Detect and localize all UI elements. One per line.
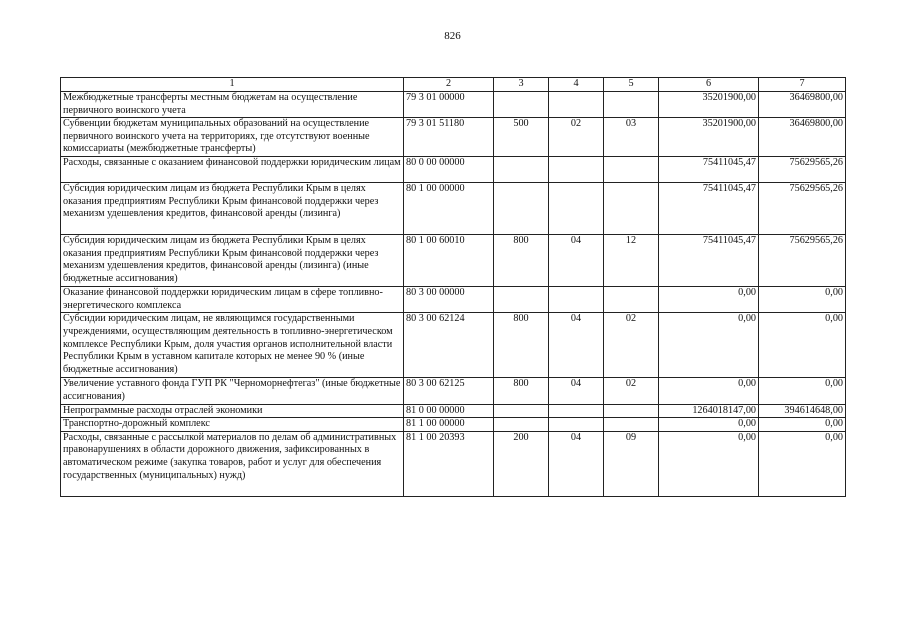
column-header: 4 xyxy=(549,78,604,92)
table-row xyxy=(61,287,846,313)
expense-type-cell: 800 xyxy=(494,235,549,287)
expense-name-cell: Субвенции бюджетам муниципальных образований на осуществление первичного воинского учета на территориях, где отсутствуют военные комиссариаты (межбюджетные трансферты) xyxy=(61,118,404,157)
subsection-cell xyxy=(604,418,659,432)
target-article-code-cell: 80 1 00 60010 xyxy=(404,235,494,287)
subsection-cell xyxy=(604,404,659,418)
section-cell: 04 xyxy=(549,313,604,378)
target-article-code-cell: 80 0 00 00000 xyxy=(404,157,494,183)
expense-type-cell: 500 xyxy=(494,118,549,157)
subsection-cell: 02 xyxy=(604,313,659,378)
table-row xyxy=(61,92,846,118)
year1-amount-cell: 75411045,47 xyxy=(659,157,759,183)
expense-type-cell xyxy=(494,183,549,235)
column-header: 2 xyxy=(404,78,494,92)
subsection-cell xyxy=(604,157,659,183)
year2-amount-cell: 75629565,26 xyxy=(759,183,846,235)
year1-amount-cell: 1264018147,00 xyxy=(659,404,759,418)
target-article-code-cell: 80 3 00 62124 xyxy=(404,313,494,378)
target-article-code-cell: 81 1 00 20393 xyxy=(404,431,494,496)
header-row xyxy=(61,78,846,92)
expense-name-cell: Субсидии юридическим лицам, не являющимся государственными учреждениями, осуществляющим деятельность в топливно-энергетическом комплексе Республики Крым, доля участия органов исполнительной власти Республики Крым в уставном капитале которых не менее 90 % (иные бюджетные ассигнования) xyxy=(61,313,404,378)
column-header: 6 xyxy=(659,78,759,92)
year1-amount-cell: 0,00 xyxy=(659,418,759,432)
expense-type-cell xyxy=(494,404,549,418)
year1-amount-cell: 75411045,47 xyxy=(659,235,759,287)
year2-amount-cell: 0,00 xyxy=(759,418,846,432)
subsection-cell: 02 xyxy=(604,378,659,404)
expense-name-cell: Межбюджетные трансферты местным бюджетам на осуществление первичного воинского учета xyxy=(61,92,404,118)
year2-amount-cell: 75629565,26 xyxy=(759,157,846,183)
column-header: 7 xyxy=(759,78,846,92)
table-row xyxy=(61,378,846,404)
section-cell xyxy=(549,183,604,235)
table-row xyxy=(61,157,846,183)
year2-amount-cell: 36469800,00 xyxy=(759,118,846,157)
year2-amount-cell: 36469800,00 xyxy=(759,92,846,118)
table-row xyxy=(61,183,846,235)
section-cell xyxy=(549,287,604,313)
target-article-code-cell: 80 3 00 00000 xyxy=(404,287,494,313)
section-cell: 02 xyxy=(549,118,604,157)
year1-amount-cell: 0,00 xyxy=(659,287,759,313)
subsection-cell: 03 xyxy=(604,118,659,157)
expense-type-cell xyxy=(494,287,549,313)
column-header: 5 xyxy=(604,78,659,92)
expense-name-cell: Субсидия юридическим лицам из бюджета Республики Крым в целях оказания предприятиям Республики Крым финансовой поддержки через механизм удешевления кредитов, финансовой аренды (лизинга) (иные бюджетные ассигнования) xyxy=(61,235,404,287)
year1-amount-cell: 35201900,00 xyxy=(659,92,759,118)
year1-amount-cell: 0,00 xyxy=(659,313,759,378)
section-cell: 04 xyxy=(549,235,604,287)
section-cell xyxy=(549,157,604,183)
year2-amount-cell: 394614648,00 xyxy=(759,404,846,418)
target-article-code-cell: 79 3 01 51180 xyxy=(404,118,494,157)
expense-name-cell: Транспортно-дорожный комплекс xyxy=(61,418,404,432)
expense-name-cell: Субсидия юридическим лицам из бюджета Республики Крым в целях оказания предприятиям Республики Крым финансовой поддержки через механизм удешевления кредитов, финансовой аренды (лизинга) xyxy=(61,183,404,235)
target-article-code-cell: 81 1 00 00000 xyxy=(404,418,494,432)
year2-amount-cell: 75629565,26 xyxy=(759,235,846,287)
subsection-cell xyxy=(604,92,659,118)
target-article-code-cell: 81 0 00 00000 xyxy=(404,404,494,418)
table-row xyxy=(61,235,846,287)
table-row xyxy=(61,418,846,432)
target-article-code-cell: 80 3 00 62125 xyxy=(404,378,494,404)
expense-type-cell: 200 xyxy=(494,431,549,496)
column-header: 3 xyxy=(494,78,549,92)
column-header: 1 xyxy=(61,78,404,92)
year2-amount-cell: 0,00 xyxy=(759,378,846,404)
year1-amount-cell: 75411045,47 xyxy=(659,183,759,235)
expense-type-cell: 800 xyxy=(494,378,549,404)
expense-name-cell: Непрограммные расходы отраслей экономики xyxy=(61,404,404,418)
subsection-cell xyxy=(604,287,659,313)
expense-name-cell: Оказание финансовой поддержки юридическим лицам в сфере топливно-энергетического комплекса xyxy=(61,287,404,313)
section-cell: 04 xyxy=(549,431,604,496)
table-row xyxy=(61,118,846,157)
target-article-code-cell: 80 1 00 00000 xyxy=(404,183,494,235)
year1-amount-cell: 35201900,00 xyxy=(659,118,759,157)
target-article-code-cell: 79 3 01 00000 xyxy=(404,92,494,118)
expense-name-cell: Расходы, связанные с рассылкой материалов по делам об административных правонарушениях в области дорожного движения, зафиксированных в автоматическом режиме (закупка товаров, работ и услуг для обеспечения государственных (муниципальных) нужд) xyxy=(61,431,404,496)
year2-amount-cell: 0,00 xyxy=(759,431,846,496)
table-row xyxy=(61,431,846,496)
section-cell: 04 xyxy=(549,378,604,404)
year2-amount-cell: 0,00 xyxy=(759,287,846,313)
table-row xyxy=(61,404,846,418)
section-cell xyxy=(549,418,604,432)
expense-type-cell xyxy=(494,157,549,183)
page-number: 826 xyxy=(444,30,461,42)
table-row xyxy=(61,313,846,378)
expense-type-cell: 800 xyxy=(494,313,549,378)
budget-table xyxy=(60,77,846,497)
section-cell xyxy=(549,92,604,118)
subsection-cell xyxy=(604,183,659,235)
year2-amount-cell: 0,00 xyxy=(759,313,846,378)
expense-name-cell: Расходы, связанные с оказанием финансовой поддержки юридическим лицам xyxy=(61,157,404,183)
year1-amount-cell: 0,00 xyxy=(659,378,759,404)
subsection-cell: 12 xyxy=(604,235,659,287)
expense-name-cell: Увеличение уставного фонда ГУП РК "Черноморнефтегаз" (иные бюджетные ассигнования) xyxy=(61,378,404,404)
expense-type-cell xyxy=(494,418,549,432)
expense-type-cell xyxy=(494,92,549,118)
year1-amount-cell: 0,00 xyxy=(659,431,759,496)
section-cell xyxy=(549,404,604,418)
subsection-cell: 09 xyxy=(604,431,659,496)
